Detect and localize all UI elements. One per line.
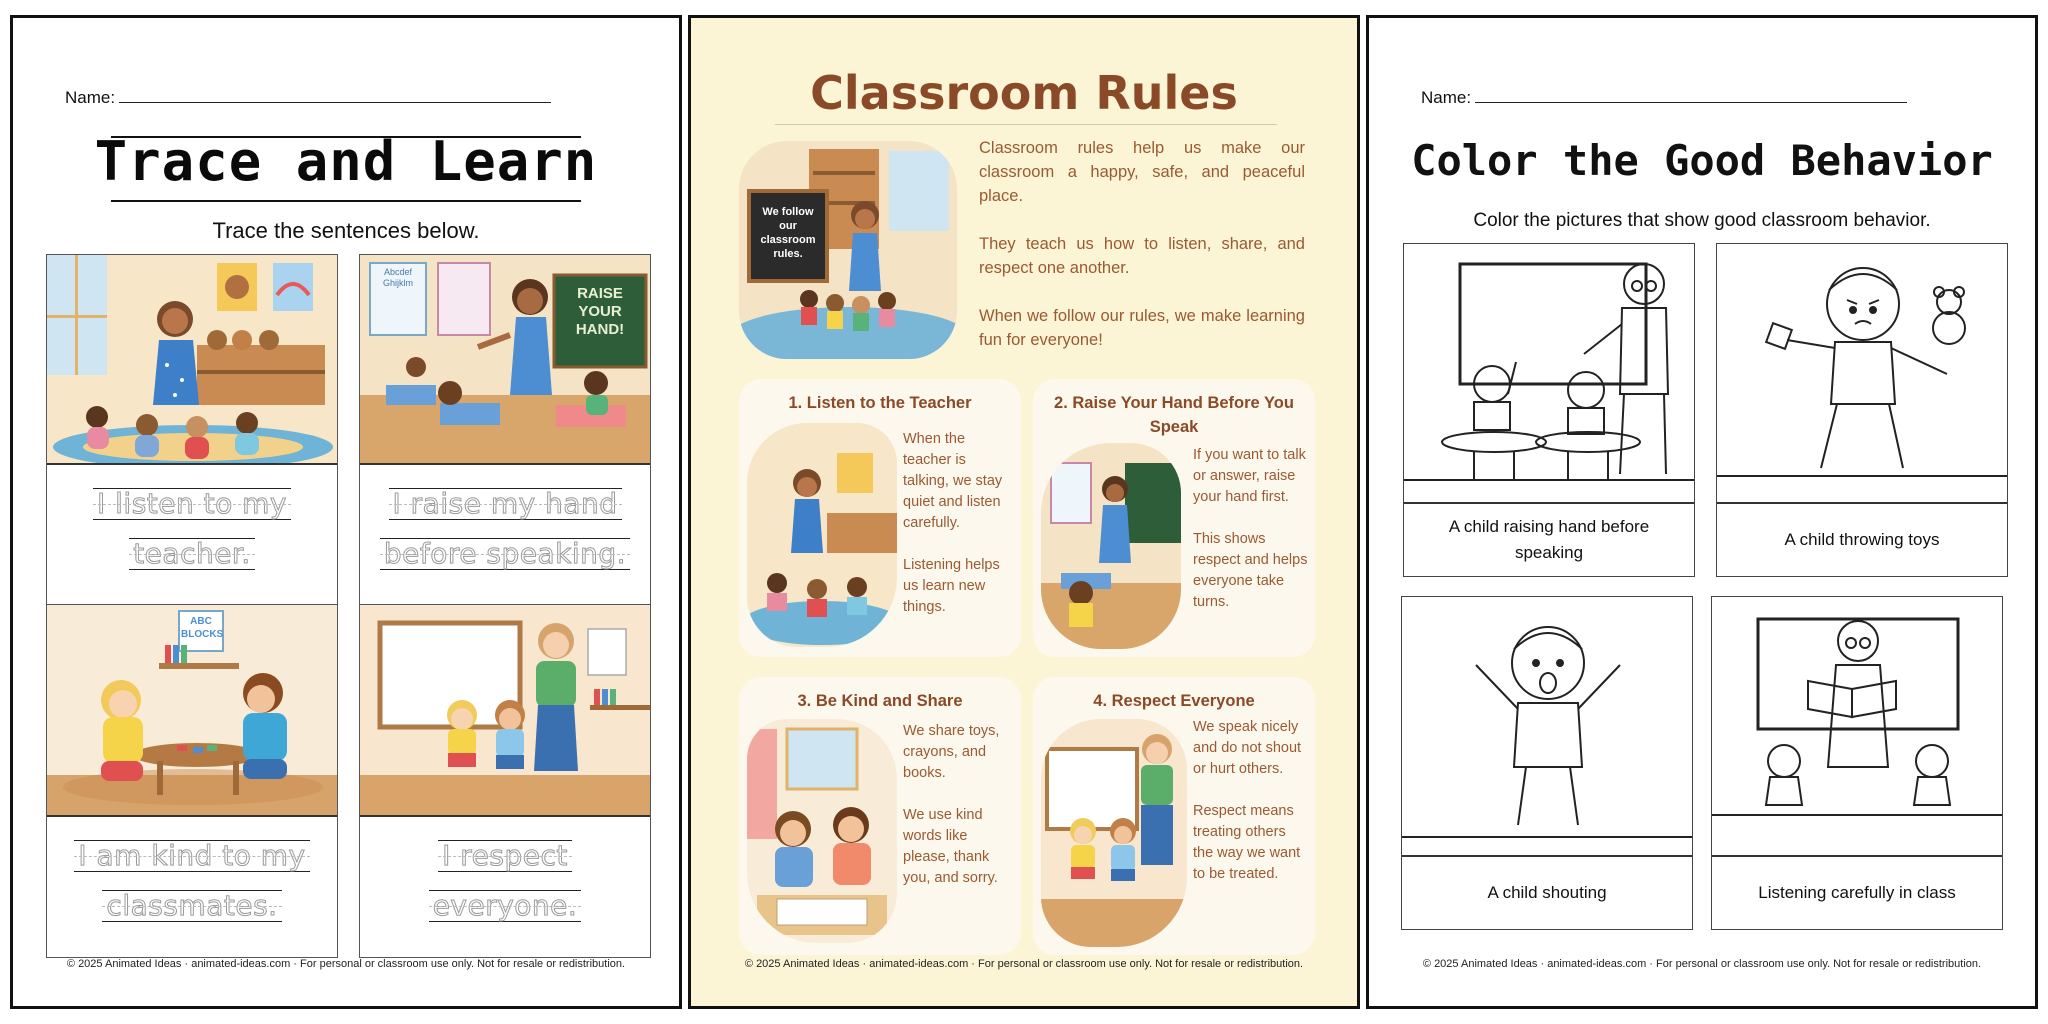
rule-paragraph: We use kind words like please, thank you, and sorry. bbox=[903, 807, 998, 886]
rule-paragraph: We share toys, crayons, and books. bbox=[903, 723, 1000, 781]
trace-sentence-line: everyone. bbox=[429, 890, 582, 922]
trace-sentence-line: I respect bbox=[438, 840, 572, 872]
rule-body bbox=[1193, 717, 1309, 906]
children-sharing-illustration bbox=[47, 605, 337, 817]
name-label: Name: bbox=[65, 88, 116, 107]
rule-body bbox=[903, 429, 1015, 639]
worksheet-instructions: Color the pictures that show good classroom behavior. bbox=[1473, 210, 1931, 231]
poster-title: Classroom Rules bbox=[810, 66, 1238, 120]
classroom-rules-illustration bbox=[739, 141, 957, 359]
raise-hand-coloring-illustration bbox=[1404, 244, 1694, 500]
trace-sentence-line: classmates. bbox=[102, 890, 281, 922]
rule-paragraph: Respect means treating others the way we want to be treated. bbox=[1193, 803, 1301, 882]
rule-paragraph: When the teacher is talking, we stay quiet and listen carefully. bbox=[903, 431, 1003, 531]
rule-body bbox=[903, 721, 1015, 910]
rule-card-raise-hand bbox=[1033, 379, 1315, 657]
title-divider bbox=[775, 124, 1277, 125]
trace-sentence-line: I listen to my bbox=[93, 488, 291, 520]
trace-sentence-line: teacher. bbox=[129, 538, 255, 570]
name-blank-line bbox=[119, 91, 551, 103]
trace-writing-area bbox=[360, 815, 650, 957]
coloring-card-shouting bbox=[1401, 596, 1693, 930]
name-field bbox=[1421, 88, 1907, 108]
rule-title: 4. Respect Everyone bbox=[1093, 692, 1255, 710]
classroom-rules-poster bbox=[688, 15, 1360, 1009]
rule-paragraph: We speak nicely and do not shout or hurt others. bbox=[1193, 719, 1302, 777]
rule-paragraph: Listening helps us learn new things. bbox=[903, 557, 1000, 615]
rule-card-respect bbox=[1033, 677, 1315, 955]
coloring-caption: A child raising hand before speaking bbox=[1404, 502, 1694, 576]
rule-paragraph: This shows respect and helps everyone take turns. bbox=[1193, 531, 1308, 610]
intro-paragraph: When we follow our rules, we make learning fun for everyone! bbox=[979, 307, 1305, 349]
rule-title: 2. Raise Your Hand Before You Speak bbox=[1054, 394, 1294, 436]
name-blank-line bbox=[1475, 91, 1907, 103]
trace-card-respect bbox=[359, 604, 651, 958]
trace-and-learn-worksheet bbox=[10, 15, 682, 1009]
coloring-card-throwing bbox=[1716, 243, 2008, 577]
copyright-footer: © 2025 Animated Ideas · animated-ideas.com · For personal or classroom use only. Not for resale or redistribution. bbox=[66, 958, 626, 970]
raise-hand-illustration bbox=[360, 255, 650, 465]
coloring-card-listening bbox=[1711, 596, 2003, 930]
respect-illustration bbox=[1041, 719, 1187, 947]
trace-writing-area bbox=[47, 815, 337, 957]
trace-sentence-line: I raise my hand bbox=[389, 488, 622, 520]
name-field bbox=[65, 88, 551, 108]
copyright-footer: © 2025 Animated Ideas · animated-ideas.com · For personal or classroom use only. Not for resale or redistribution. bbox=[1422, 958, 1982, 970]
raise-hand-rule-illustration bbox=[1041, 443, 1181, 649]
teacher-children-illustration bbox=[360, 605, 650, 817]
coloring-caption: A child shouting bbox=[1402, 855, 1692, 929]
rule-paragraph: If you want to talk or answer, raise your hand first. bbox=[1193, 447, 1306, 505]
title-base-line bbox=[111, 200, 581, 202]
abc-blocks-poster: ABC BLOCKS bbox=[181, 616, 224, 640]
trace-card-kind bbox=[46, 604, 338, 958]
classroom-teacher-illustration bbox=[47, 255, 337, 465]
worksheet-instructions: Trace the sentences below. bbox=[212, 218, 480, 243]
listening-coloring-illustration bbox=[1712, 597, 2002, 853]
chalkboard-text: We follow our classroom rules. bbox=[760, 206, 816, 260]
worksheet-title: Color the Good Behavior bbox=[1411, 136, 1993, 185]
rule-card-kind bbox=[739, 677, 1021, 955]
copyright-footer: © 2025 Animated Ideas · animated-ideas.com · For personal or classroom use only. Not for resale or redistribution. bbox=[744, 958, 1304, 970]
worksheet-title: Trace and Learn bbox=[94, 130, 598, 193]
rule-title: 1. Listen to the Teacher bbox=[788, 394, 972, 412]
rule-body bbox=[1193, 445, 1309, 634]
rule-title: 3. Be Kind and Share bbox=[797, 692, 963, 710]
raise-your-hand-sign: RAISE YOUR HAND! bbox=[575, 285, 625, 338]
trace-card-raise-hand bbox=[359, 254, 651, 606]
listen-illustration bbox=[747, 423, 897, 647]
alphabet-poster: Abcdef Ghijklm bbox=[382, 267, 413, 288]
trace-writing-area bbox=[360, 463, 650, 605]
trace-sentence-line: before speaking. bbox=[380, 538, 630, 570]
rule-card-listen bbox=[739, 379, 1021, 657]
shouting-coloring-illustration bbox=[1402, 597, 1692, 853]
name-label: Name: bbox=[1421, 88, 1472, 107]
intro-paragraphs bbox=[979, 136, 1305, 376]
color-good-behavior-worksheet bbox=[1366, 15, 2038, 1009]
throwing-toys-coloring-illustration bbox=[1717, 244, 2007, 500]
intro-paragraph: Classroom rules help us make our classroom a happy, safe, and peaceful place. bbox=[979, 139, 1305, 205]
intro-paragraph: They teach us how to listen, share, and respect one another. bbox=[979, 235, 1305, 277]
trace-sentence-line: I am kind to my bbox=[74, 840, 309, 872]
trace-writing-area bbox=[47, 463, 337, 605]
coloring-caption: A child throwing toys bbox=[1717, 502, 2007, 576]
coloring-card-raise-hand bbox=[1403, 243, 1695, 577]
coloring-caption: Listening carefully in class bbox=[1712, 855, 2002, 929]
sharing-illustration bbox=[747, 719, 897, 943]
trace-card-listen bbox=[46, 254, 338, 606]
